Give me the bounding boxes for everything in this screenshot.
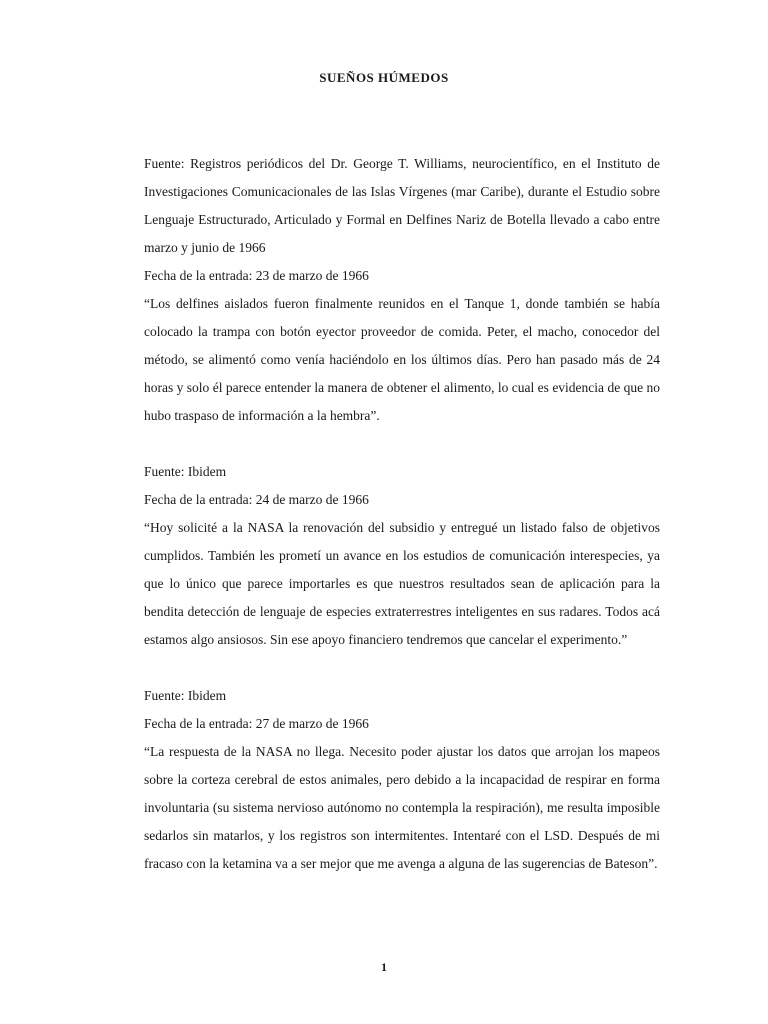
- journal-entry-3: [144, 682, 660, 878]
- entry-source: Fuente: Ibidem: [144, 688, 227, 703]
- entry-text: “La respuesta de la NASA no llega. Necesito poder ajustar los datos que arrojan los mapeos sobre la corteza cerebral de estos animales, pero debido a la incapacidad de respirar en forma involuntaria (su sistema nervioso autónomo no contempla la respiración), me resulta imposible sedarlos sin matarlos, y los registros son intermitentes. Intentaré con el LSD. Después de mi fracaso con la ketamina va a ser mejor que me avenga a alguna de las sugerencias de Bateson”.: [144, 744, 660, 871]
- entry-text: “Los delfines aislados fueron finalmente reunidos en el Tanque 1, donde también se había colocado la trampa con botón eyector proveedor de comida. Peter, el macho, conocedor del método, se alimentó como venía haciéndolo en los últimos días. Pero han pasado más de 24 horas y solo él parece entender la manera de obtener el alimento, lo cual es evidencia de que no hubo traspaso de información a la hembra”.: [144, 296, 660, 423]
- entry-date: Fecha de la entrada: 23 de marzo de 1966: [144, 268, 369, 283]
- entry-date: Fecha de la entrada: 27 de marzo de 1966: [144, 716, 369, 731]
- page-number: 1: [381, 960, 387, 974]
- journal-entry-2: [144, 458, 660, 654]
- entry-source: Fuente: Ibidem: [144, 464, 227, 479]
- document-body: [144, 150, 660, 906]
- entry-text: “Hoy solicité a la NASA la renovación del subsidio y entregué un listado falso de objetivos cumplidos. También les prometí un avance en los estudios de comunicación interespecies, ya que lo único que parece importarles es que nuestros resultados sean de aplicación para la bendita detección de lenguaje de especies extraterrestres inteligentes en sus radares. Todos acá estamos algo ansiosos. Sin ese apoyo financiero tendremos que cancelar el experimento.”: [144, 520, 660, 647]
- entry-date: Fecha de la entrada: 24 de marzo de 1966: [144, 492, 369, 507]
- document-title: SUEÑOS HÚMEDOS: [319, 70, 449, 85]
- journal-entry-1: [144, 150, 660, 430]
- entry-source: Fuente: Registros periódicos del Dr. George T. Williams, neurocientífico, en el Instituto de Investigaciones Comunicacionales de las Islas Vírgenes (mar Caribe), durante el Estudio sobre Lenguaje Estructurado, Articulado y Formal en Delfines Nariz de Botella llevado a cabo entre marzo y junio de 1966: [144, 156, 660, 255]
